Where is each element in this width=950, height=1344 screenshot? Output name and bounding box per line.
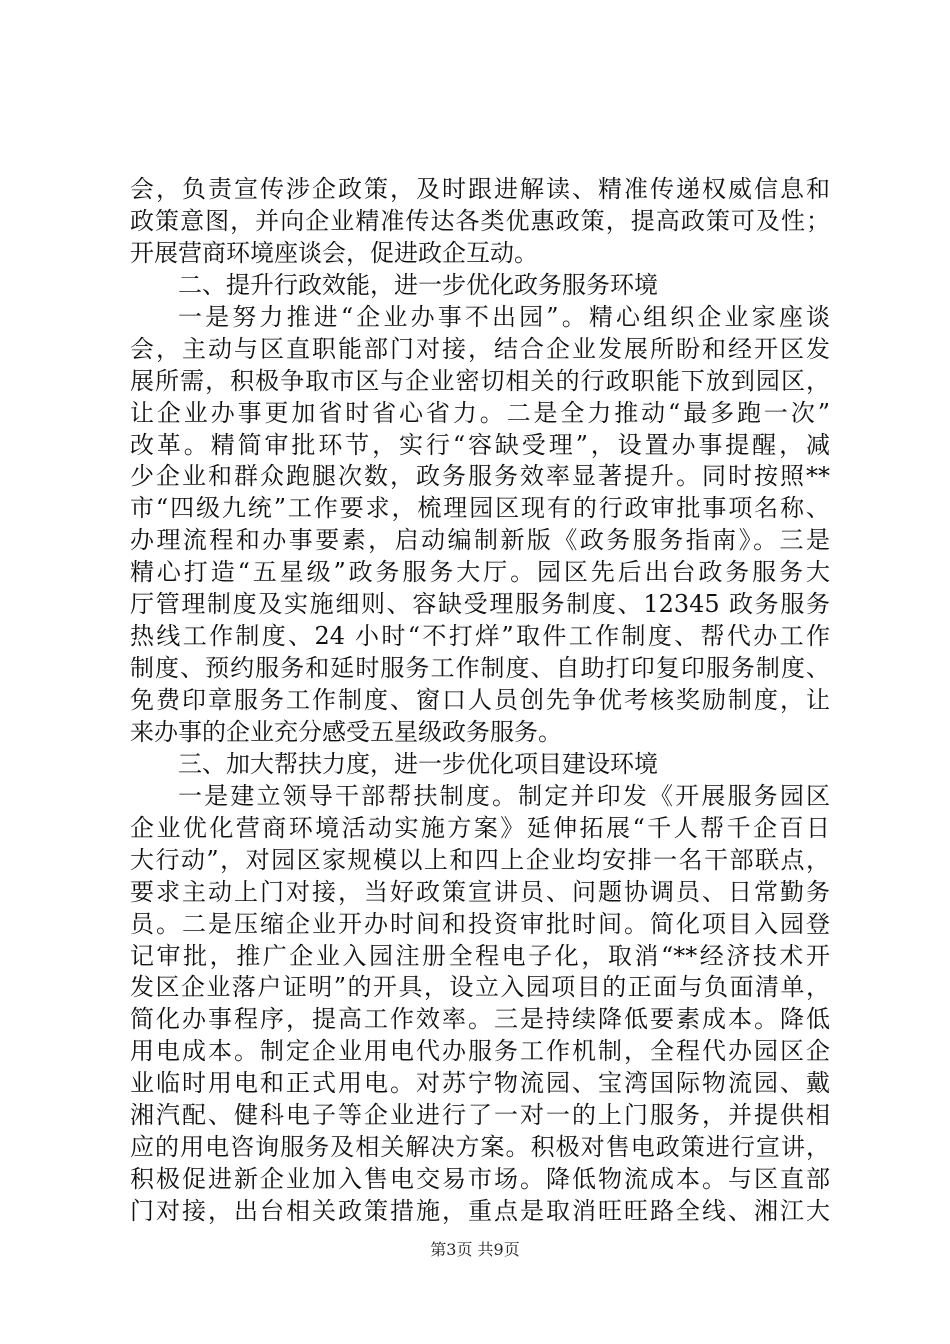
- text-lines: [130, 174, 830, 1228]
- text-line: 厅管理制度及实施细则、容缺受理服务制度、12345 政务服务: [130, 590, 830, 619]
- text-line: 精心打造“五星级”政务服务大厅。园区先后出台政务服务大: [130, 558, 830, 587]
- text-line: 展所需，积极争取市区与企业密切相关的行政职能下放到园区，: [130, 366, 830, 395]
- text-line: 热线工作制度、24 小时“不打烊”取件工作制度、帮代办工作: [130, 622, 830, 651]
- text-line: 会，主动与区直职能部门对接，结合企业发展所盼和经开区发: [130, 334, 830, 363]
- text-line: 发区企业落户证明”的开具，设立入园项目的正面与负面清单，: [130, 973, 830, 1002]
- text-line: 少企业和群众跑腿次数，政务服务效率显著提升。同时按照**: [130, 462, 830, 491]
- text-line: 用电成本。制定企业用电代办服务工作机制，全程代办园区企: [130, 1037, 830, 1066]
- text-line: 政策意图，并向企业精准传达各类优惠政策，提高政策可及性；: [130, 206, 830, 235]
- text-line: 积极促进新企业加入售电交易市场。降低物流成本。与区直部: [130, 1165, 830, 1194]
- page-number: 第3页 共9页: [430, 1240, 520, 1259]
- text-line: 业临时用电和正式用电。对苏宁物流园、宝湾国际物流园、戴: [130, 1069, 830, 1098]
- text-line: 要求主动上门对接，当好政策宣讲员、问题协调员、日常勤务: [130, 877, 830, 906]
- text-line: 制度、预约服务和延时服务工作制度、自助打印复印服务制度、: [130, 654, 830, 683]
- text-line: 一是努力推进“企业办事不出园”。精心组织企业家座谈: [178, 302, 830, 331]
- text-line: 员。二是压缩企业开办时间和投资审批时间。简化项目入园登: [130, 909, 830, 938]
- document-body: [130, 174, 830, 1228]
- text-line: 让企业办事更加省时省心省力。二是全力推动“最多跑一次”: [130, 398, 830, 427]
- text-line: 免费印章服务工作制度、窗口人员创先争优考核奖励制度，让: [130, 686, 830, 714]
- text-line: 会，负责宣传涉企政策，及时跟进解读、精准传递权威信息和: [130, 175, 830, 203]
- text-line: 湘汽配、健科电子等企业进行了一对一的上门服务，并提供相: [130, 1101, 830, 1130]
- text-line: 开展营商环境座谈会，促进政企互动。: [130, 238, 538, 267]
- text-line: 办理流程和办事要素，启动编制新版《政务服务指南》。三是: [130, 526, 830, 555]
- text-line: 一是建立领导干部帮扶制度。制定并印发《开展服务园区: [178, 781, 830, 810]
- section-heading: 二、提升行政效能，进一步优化政务服务环境: [178, 270, 658, 299]
- text-line: 大行动”，对园区家规模以上和四上企业均安排一名干部联点，: [130, 845, 830, 874]
- text-line: 改革。精简审批环节，实行“容缺受理”，设置办事提醒，减: [130, 430, 830, 459]
- text-line: 简化办事程序，提高工作效率。三是持续降低要素成本。降低: [130, 1005, 830, 1034]
- text-line: 市“四级九统”工作要求，梳理园区现有的行政审批事项名称、: [130, 494, 830, 523]
- text-line: 企业优化营商环境活动实施方案》延伸拓展“千人帮千企百日: [130, 813, 830, 842]
- text-line: 门对接，出台相关政策措施，重点是取消旺旺路全线、湘江大: [130, 1197, 830, 1225]
- text-line: 记审批，推广企业入园注册全程电子化，取消“**经济技术开: [130, 941, 830, 970]
- text-line: 来办事的企业充分感受五星级政务服务。: [130, 717, 562, 746]
- section-heading: 三、加大帮扶力度，进一步优化项目建设环境: [178, 749, 658, 778]
- text-line: 应的用电咨询服务及相关解决方案。积极对售电政策进行宣讲，: [130, 1133, 830, 1162]
